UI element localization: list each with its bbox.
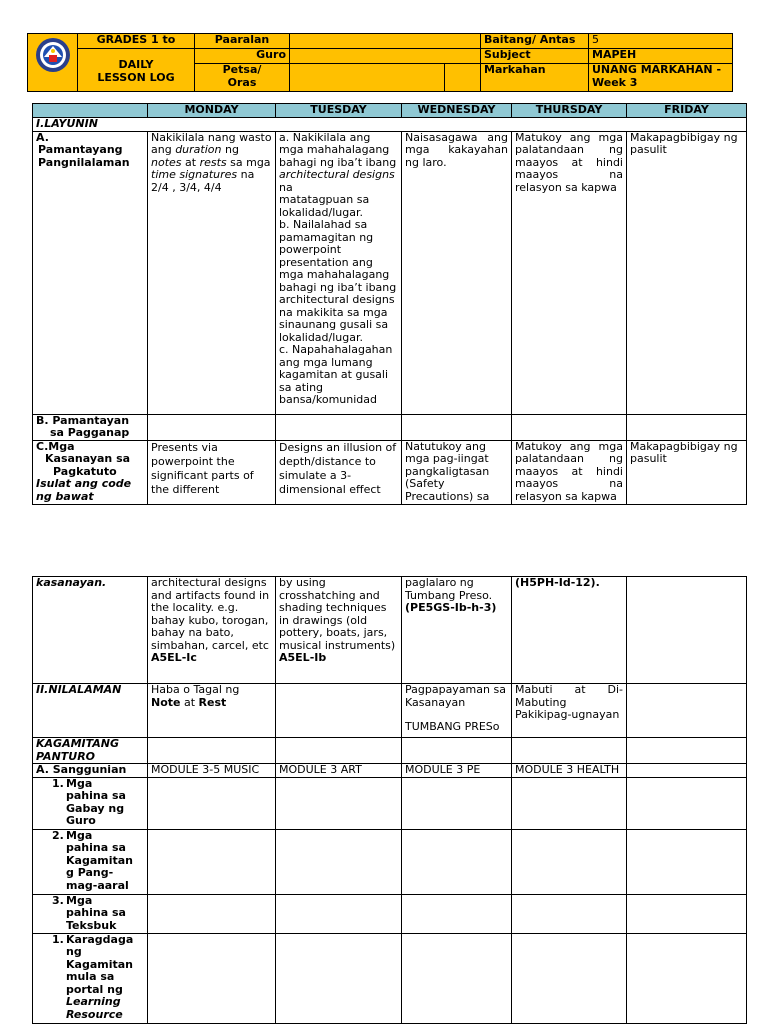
kasanayan-label-4: Isulat ang code [36, 477, 132, 490]
pangnilalaman-monday: Nakikilala nang wasto ang duration ng notes at rests sa mga time signatures na 2/4 , 3/4, 4/4 [148, 131, 276, 414]
kasanayan-wednesday: Natutukoy ang mga pag-iingat pangkaligtasan (Safety Precautions) sa [402, 440, 512, 504]
guro-value[interactable] [290, 49, 481, 64]
kasanayan-label-3: Pagkatuto [53, 464, 117, 478]
karagdagan-wednesday [402, 933, 512, 1023]
day-header-friday: FRIDAY [627, 104, 747, 118]
karagdagan-friday [627, 933, 747, 1023]
paaralan-label: Paaralan [195, 34, 290, 49]
deped-seal-icon [35, 37, 71, 73]
oras-label: Oras [227, 75, 257, 89]
kasanayan-cont-tuesday: by using crosshatching and shading techniques in drawings (old pottery, boats, jars, musical instruments) A5EL-Ib [276, 577, 402, 684]
pamantayang-pangnilalaman-label-2: Pamantayang [38, 143, 123, 156]
baitang-label: Baitang/ Antas [481, 34, 589, 49]
day-header-thursday: THURSDAY [512, 104, 627, 118]
kagamitang-thursday [512, 738, 627, 764]
kasanayan-cont-thursday: (H5PH-Id-12). [512, 577, 627, 684]
logo-cell [28, 34, 78, 92]
corner-cell [33, 104, 148, 118]
layunin-heading: I.LAYUNIN [36, 117, 98, 130]
grades-title-line3: LESSON LOG [97, 70, 175, 84]
kasanayan-thursday: Matukoy ang mga palatandaan ng maayos at hindi maayos na relasyon sa kapwa [512, 440, 627, 504]
petsa-label: Petsa/ [222, 63, 262, 76]
grades-title-line1: GRADES 1 to [78, 34, 195, 49]
pangmag-aaral-wednesday [402, 829, 512, 894]
kasanayan-label-1: C.Mga [36, 440, 75, 453]
paaralan-value[interactable] [290, 34, 481, 49]
pagganap-thursday [512, 414, 627, 440]
pangnilalaman-tuesday: a. Nakikilala ang mga mahahalagang bahagi ng iba’t ibang architectural designs na matatagpuan sa lokalidad/lugar. b. Nailalahad sa pamamagitan ng powerpoint presentation ang mga mahahalagang bahagi ng iba’t ibang architectural designs na makikita sa mga sinaunang gusali sa lokalidad/lugar. c. Napahahalagahan ang mga lumang kagamitan at gusali sa ating bansa/komunidad [276, 131, 402, 414]
pamantayang-pangnilalaman-label-3: Pangnilalaman [38, 155, 130, 169]
nilalaman-friday [627, 684, 747, 738]
karagdagan-monday [148, 933, 276, 1023]
pangnilalaman-friday: Makapagbibigay ng pasulit [627, 131, 747, 414]
kagamitang-panturo-label-2: PANTURO [36, 749, 96, 763]
gabay-guro-friday [627, 777, 747, 829]
kasanayan-label-5: ng bawat [36, 489, 94, 503]
petsa-value[interactable] [290, 64, 445, 92]
nilalaman-tuesday [276, 684, 402, 738]
markahan-label: Markahan [481, 64, 589, 92]
pamantayan-pagganap-label-1: B. Pamantayan [36, 414, 130, 427]
lesson-table-page1 [32, 103, 747, 505]
kasanayan-label-2: Kasanayan sa [45, 452, 131, 465]
pagganap-monday [148, 414, 276, 440]
pagganap-friday [627, 414, 747, 440]
teksbuk-monday [148, 894, 276, 933]
nilalaman-label: II.NILALAMAN [36, 683, 122, 696]
pangnilalaman-wednesday: Naisasagawa ang mga kakayahan ng laro. [402, 131, 512, 414]
pangmag-aaral-thursday [512, 829, 627, 894]
kagamitang-panturo-label-1: KAGAMITANG [36, 737, 120, 750]
sanggunian-wednesday: MODULE 3 PE [402, 764, 512, 778]
day-header-monday: MONDAY [148, 104, 276, 118]
gabay-guro-thursday [512, 777, 627, 829]
pangnilalaman-thursday: Matukoy ang mga palatandaan ng maayos at hindi maayos na relasyon sa kapwa [512, 131, 627, 414]
teksbuk-friday [627, 894, 747, 933]
kasanayan-continued-label: kasanayan. [36, 576, 107, 589]
sanggunian-monday: MODULE 3-5 MUSIC [148, 764, 276, 778]
gabay-guro-tuesday [276, 777, 402, 829]
markahan-value-line2: Week 3 [592, 75, 638, 89]
teksbuk-tuesday [276, 894, 402, 933]
pangmag-aaral-tuesday [276, 829, 402, 894]
pamantayang-pangnilalaman-label-1: A. [36, 131, 49, 144]
pangmag-aaral-monday [148, 829, 276, 894]
kagamitang-wednesday [402, 738, 512, 764]
nilalaman-thursday: Mabuti at Di-Mabuting Pakikipag-ugnayan [512, 684, 627, 738]
sanggunian-label: A. Sanggunian [33, 764, 148, 778]
header-table [27, 33, 733, 92]
kagamitang-pangmag-aaral-label: 2. Mga pahina sa Kagamitan g Pang- mag-aaral [33, 829, 148, 894]
kagamitang-friday [627, 738, 747, 764]
lesson-table-page2 [32, 576, 747, 1024]
markahan-value-line1: UNANG MARKAHAN - [592, 63, 722, 76]
day-header-wednesday: WEDNESDAY [402, 104, 512, 118]
karagdagang-kagamitan-label: 1. Karagdaga ng Kagamitan mula sa portal ng Learning Resource [33, 933, 148, 1023]
day-header-tuesday: TUESDAY [276, 104, 402, 118]
karagdagan-tuesday [276, 933, 402, 1023]
pangmag-aaral-friday [627, 829, 747, 894]
gabay-guro-wednesday [402, 777, 512, 829]
kagamitang-tuesday [276, 738, 402, 764]
grades-title-line2: DAILY [118, 58, 154, 71]
pamantayan-pagganap-label-2: sa Pagganap [50, 426, 130, 439]
subject-value: MAPEH [589, 49, 733, 64]
kasanayan-cont-wednesday: paglalaro ng Tumbang Preso. (PE5GS-Ib-h-3) [402, 577, 512, 684]
teksbuk-label: 3. Mga pahina sa Teksbuk [33, 894, 148, 933]
gabay-guro-monday [148, 777, 276, 829]
nilalaman-wednesday: Pagpapayaman sa Kasanayan TUMBANG PRESo [402, 684, 512, 738]
sanggunian-thursday: MODULE 3 HEALTH [512, 764, 627, 778]
karagdagan-thursday [512, 933, 627, 1023]
subject-label: Subject [481, 49, 589, 64]
teksbuk-wednesday [402, 894, 512, 933]
kasanayan-monday: Presents via powerpoint the significant parts of the different [148, 440, 276, 504]
kasanayan-cont-friday [627, 577, 747, 684]
gabay-guro-label: 1. Mga pahina sa Gabay ng Guro [33, 777, 148, 829]
pagganap-tuesday [276, 414, 402, 440]
baitang-value: 5 [589, 34, 733, 49]
kasanayan-cont-monday: architectural designs and artifacts found in the locality. e.g. bahay kubo, torogan, bahay na bato, simbahan, carcel, etc A5EL-Ic [148, 577, 276, 684]
kagamitang-monday [148, 738, 276, 764]
kasanayan-friday: Makapagbibigay ng pasulit [627, 440, 747, 504]
pagganap-wednesday [402, 414, 512, 440]
nilalaman-monday: Haba o Tagal ng Note at Rest [148, 684, 276, 738]
petsa-extra[interactable] [445, 64, 481, 92]
sanggunian-tuesday: MODULE 3 ART [276, 764, 402, 778]
teksbuk-thursday [512, 894, 627, 933]
sanggunian-friday [627, 764, 747, 778]
kasanayan-tuesday: Designs an illusion of depth/distance to simulate a 3-dimensional effect [276, 440, 402, 504]
guro-label: Guro [195, 49, 290, 64]
